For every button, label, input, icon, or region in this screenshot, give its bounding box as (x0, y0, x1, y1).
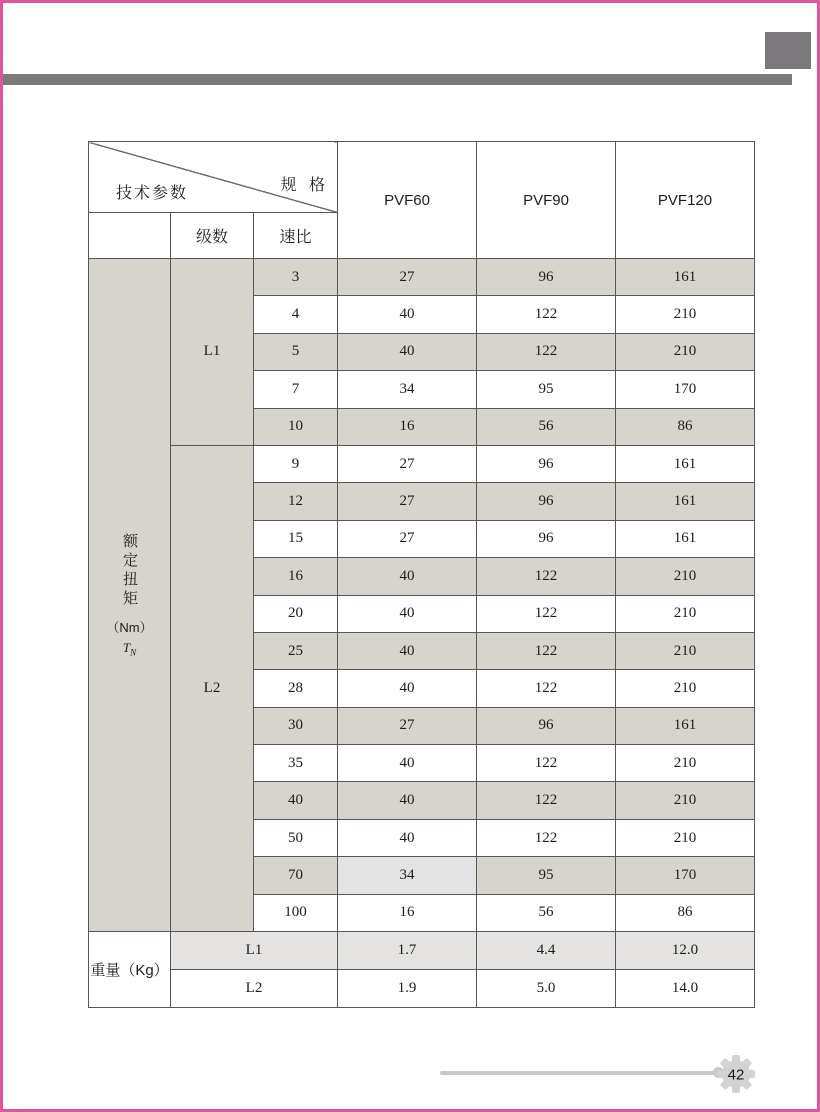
value-cell: 210 (616, 819, 755, 856)
value-cell: 122 (477, 632, 616, 669)
value-cell: 161 (616, 707, 755, 744)
value-cell: 161 (616, 483, 755, 520)
weight-value-cell: 4.4 (477, 932, 616, 970)
ratio-cell: 50 (254, 819, 338, 856)
value-cell: 122 (477, 745, 616, 782)
weight-row-label: 重量（Kg） (89, 932, 171, 1008)
torque-label-text: 额定扭矩 (121, 532, 138, 609)
value-cell: 210 (616, 670, 755, 707)
value-cell: 40 (338, 819, 477, 856)
value-cell: 27 (338, 483, 477, 520)
value-cell: 40 (338, 595, 477, 632)
value-cell: 170 (616, 371, 755, 408)
value-cell: 96 (477, 259, 616, 296)
top-right-decor-block (765, 32, 811, 69)
ratio-cell: 25 (254, 632, 338, 669)
value-cell: 161 (616, 520, 755, 557)
ratio-cell: 3 (254, 259, 338, 296)
value-cell: 96 (477, 520, 616, 557)
torque-row-label (89, 259, 171, 932)
value-cell: 34 (338, 371, 477, 408)
value-cell: 96 (477, 483, 616, 520)
ratio-header: 速比 (254, 213, 338, 259)
weight-row-l1 (89, 932, 755, 970)
value-cell: 16 (338, 894, 477, 931)
value-cell: 210 (616, 333, 755, 370)
ratio-cell: 12 (254, 483, 338, 520)
spec-corner-label: 规 格 (280, 177, 330, 194)
value-cell: 210 (616, 558, 755, 595)
value-cell: 122 (477, 595, 616, 632)
value-cell-highlight: 34 (338, 857, 477, 894)
ratio-cell: 16 (254, 558, 338, 595)
ratio-cell: 9 (254, 445, 338, 482)
value-cell: 210 (616, 745, 755, 782)
value-cell: 27 (338, 445, 477, 482)
ratio-cell: 7 (254, 371, 338, 408)
value-cell: 122 (477, 782, 616, 819)
value-cell: 27 (338, 259, 477, 296)
value-cell: 40 (338, 296, 477, 333)
footer-rule (440, 1071, 716, 1075)
stage-cell-l2: L2 (171, 445, 254, 931)
value-cell: 161 (616, 259, 755, 296)
ratio-cell: 15 (254, 520, 338, 557)
ratio-cell: 100 (254, 894, 338, 931)
value-cell: 27 (338, 707, 477, 744)
value-cell: 96 (477, 445, 616, 482)
torque-unit-label: （Nm） (106, 619, 153, 635)
ratio-cell: 70 (254, 857, 338, 894)
ratio-cell: 5 (254, 333, 338, 370)
value-cell: 40 (338, 782, 477, 819)
top-divider-bar (3, 74, 792, 85)
table-row (89, 445, 755, 482)
ratio-cell: 35 (254, 745, 338, 782)
value-cell: 40 (338, 333, 477, 370)
ratio-cell: 20 (254, 595, 338, 632)
column-header-pvf120: PVF120 (616, 142, 755, 259)
table-row (89, 259, 755, 296)
weight-value-cell: 5.0 (477, 970, 616, 1008)
value-cell: 40 (338, 632, 477, 669)
weight-stage-cell: L1 (171, 932, 338, 970)
header-row-models (89, 142, 755, 213)
value-cell: 56 (477, 894, 616, 931)
gear-icon (714, 1052, 758, 1096)
value-cell: 86 (616, 408, 755, 445)
value-cell: 210 (616, 296, 755, 333)
weight-stage-cell: L2 (171, 970, 338, 1008)
page-number: 42 (727, 1066, 745, 1084)
value-cell: 122 (477, 296, 616, 333)
value-cell: 40 (338, 745, 477, 782)
weight-value-cell: 14.0 (616, 970, 755, 1008)
value-cell: 122 (477, 819, 616, 856)
value-cell: 210 (616, 595, 755, 632)
ratio-cell: 30 (254, 707, 338, 744)
value-cell: 95 (477, 857, 616, 894)
empty-header-cell (89, 213, 171, 259)
value-cell: 161 (616, 445, 755, 482)
value-cell: 96 (477, 707, 616, 744)
value-cell: 170 (616, 857, 755, 894)
ratio-cell: 10 (254, 408, 338, 445)
value-cell: 210 (616, 632, 755, 669)
value-cell: 40 (338, 670, 477, 707)
spec-table (88, 141, 755, 1008)
weight-value-cell: 1.9 (338, 970, 477, 1008)
weight-row-l2 (89, 970, 755, 1008)
stage-header: 级数 (171, 213, 254, 259)
value-cell: 122 (477, 558, 616, 595)
ratio-cell: 4 (254, 296, 338, 333)
value-cell: 56 (477, 408, 616, 445)
value-cell: 16 (338, 408, 477, 445)
diagonal-header-cell (89, 142, 338, 213)
value-cell: 122 (477, 333, 616, 370)
ratio-cell: 28 (254, 670, 338, 707)
weight-value-cell: 12.0 (616, 932, 755, 970)
torque-symbol: $T_N$ (122, 639, 137, 658)
column-header-pvf90: PVF90 (477, 142, 616, 259)
ratio-cell: 40 (254, 782, 338, 819)
value-cell: 95 (477, 371, 616, 408)
column-header-pvf60: PVF60 (338, 142, 477, 259)
value-cell: 40 (338, 558, 477, 595)
value-cell: 210 (616, 782, 755, 819)
value-cell: 86 (616, 894, 755, 931)
value-cell: 27 (338, 520, 477, 557)
stage-cell-l1: L1 (171, 259, 254, 446)
weight-value-cell: 1.7 (338, 932, 477, 970)
value-cell: 122 (477, 670, 616, 707)
tech-params-corner-label: 技术参数 (116, 185, 189, 202)
